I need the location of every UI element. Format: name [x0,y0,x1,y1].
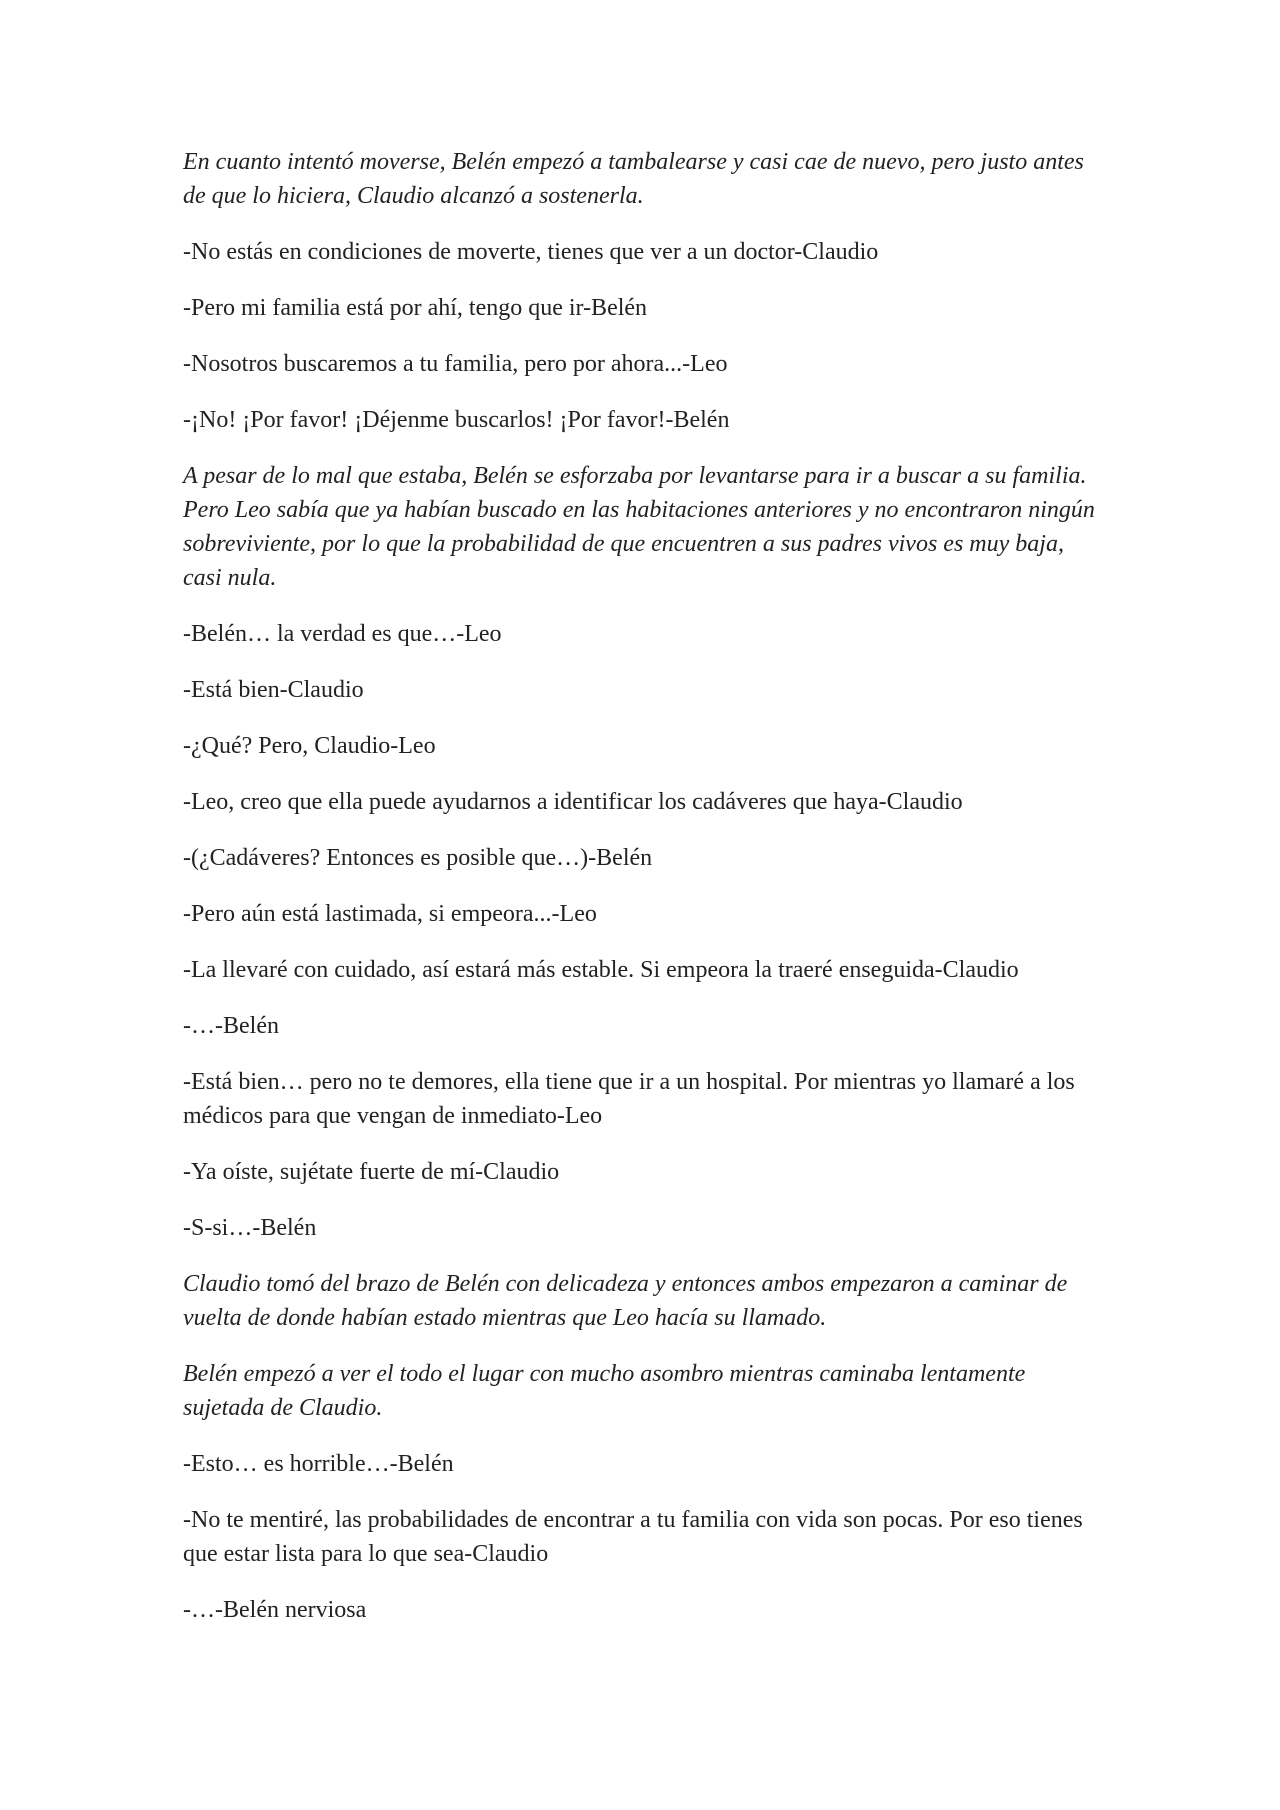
dialogue-line: -Pero mi familia está por ahí, tengo que ir-Belén [183,295,648,321]
dialogue-line: -Esto… es horrible…-Belén [183,1451,454,1477]
dialogue-line: -No te mentiré, las probabilidades de encontrar a tu familia con vida son pocas. Por eso tienes que estar lista para lo que sea-Claudio [183,1507,1083,1567]
document-body [183,145,1103,1649]
dialogue-line: -Leo, creo que ella puede ayudarnos a identificar los cadáveres que haya-Claudio [183,789,963,815]
dialogue-line: -Pero aún está lastimada, si empeora...-Leo [183,901,597,927]
dialogue-line: -No estás en condiciones de moverte, tienes que ver a un doctor-Claudio [183,239,879,265]
dialogue-line: -¿Qué? Pero, Claudio-Leo [183,733,436,759]
narration-paragraph: Belén empezó a ver el todo el lugar con mucho asombro mientras caminaba lentamente sujetada de Claudio. [183,1361,1026,1421]
dialogue-line: -Está bien… pero no te demores, ella tiene que ir a un hospital. Por mientras yo llamaré a los médicos para que vengan de inmediato-Leo [183,1069,1075,1129]
dialogue-line: -Nosotros buscaremos a tu familia, pero por ahora...-Leo [183,351,728,377]
dialogue-line: -S-si…-Belén [183,1215,317,1241]
dialogue-line: -…-Belén [183,1013,279,1039]
narration-paragraph: En cuanto intentó moverse, Belén empezó a tambalearse y casi cae de nuevo, pero justo antes de que lo hiciera, Claudio alcanzó a sostenerla. [183,149,1084,209]
dialogue-line: -¡No! ¡Por favor! ¡Déjenme buscarlos! ¡Por favor!-Belén [183,407,730,433]
dialogue-line: -Está bien-Claudio [183,677,364,703]
narration-paragraph: A pesar de lo mal que estaba, Belén se esforzaba por levantarse para ir a buscar a su familia. Pero Leo sabía que ya habían buscado en las habitaciones anteriores y no encontraron ningún sobreviviente, por lo que la probabilidad de que encuentren a sus padres vivos es muy baja, casi nula. [183,463,1095,591]
narration-paragraph: Claudio tomó del brazo de Belén con delicadeza y entonces ambos empezaron a caminar de vuelta de donde habían estado mientras que Leo hacía su llamado. [183,1271,1068,1331]
dialogue-line: -(¿Cadáveres? Entonces es posible que…)-Belén [183,845,653,871]
dialogue-line: -La llevaré con cuidado, así estará más estable. Si empeora la traeré enseguida-Claudio [183,957,1019,983]
dialogue-line: -…-Belén nerviosa [183,1597,367,1623]
dialogue-line: -Belén… la verdad es que…-Leo [183,621,502,647]
dialogue-line: -Ya oíste, sujétate fuerte de mí-Claudio [183,1159,560,1185]
